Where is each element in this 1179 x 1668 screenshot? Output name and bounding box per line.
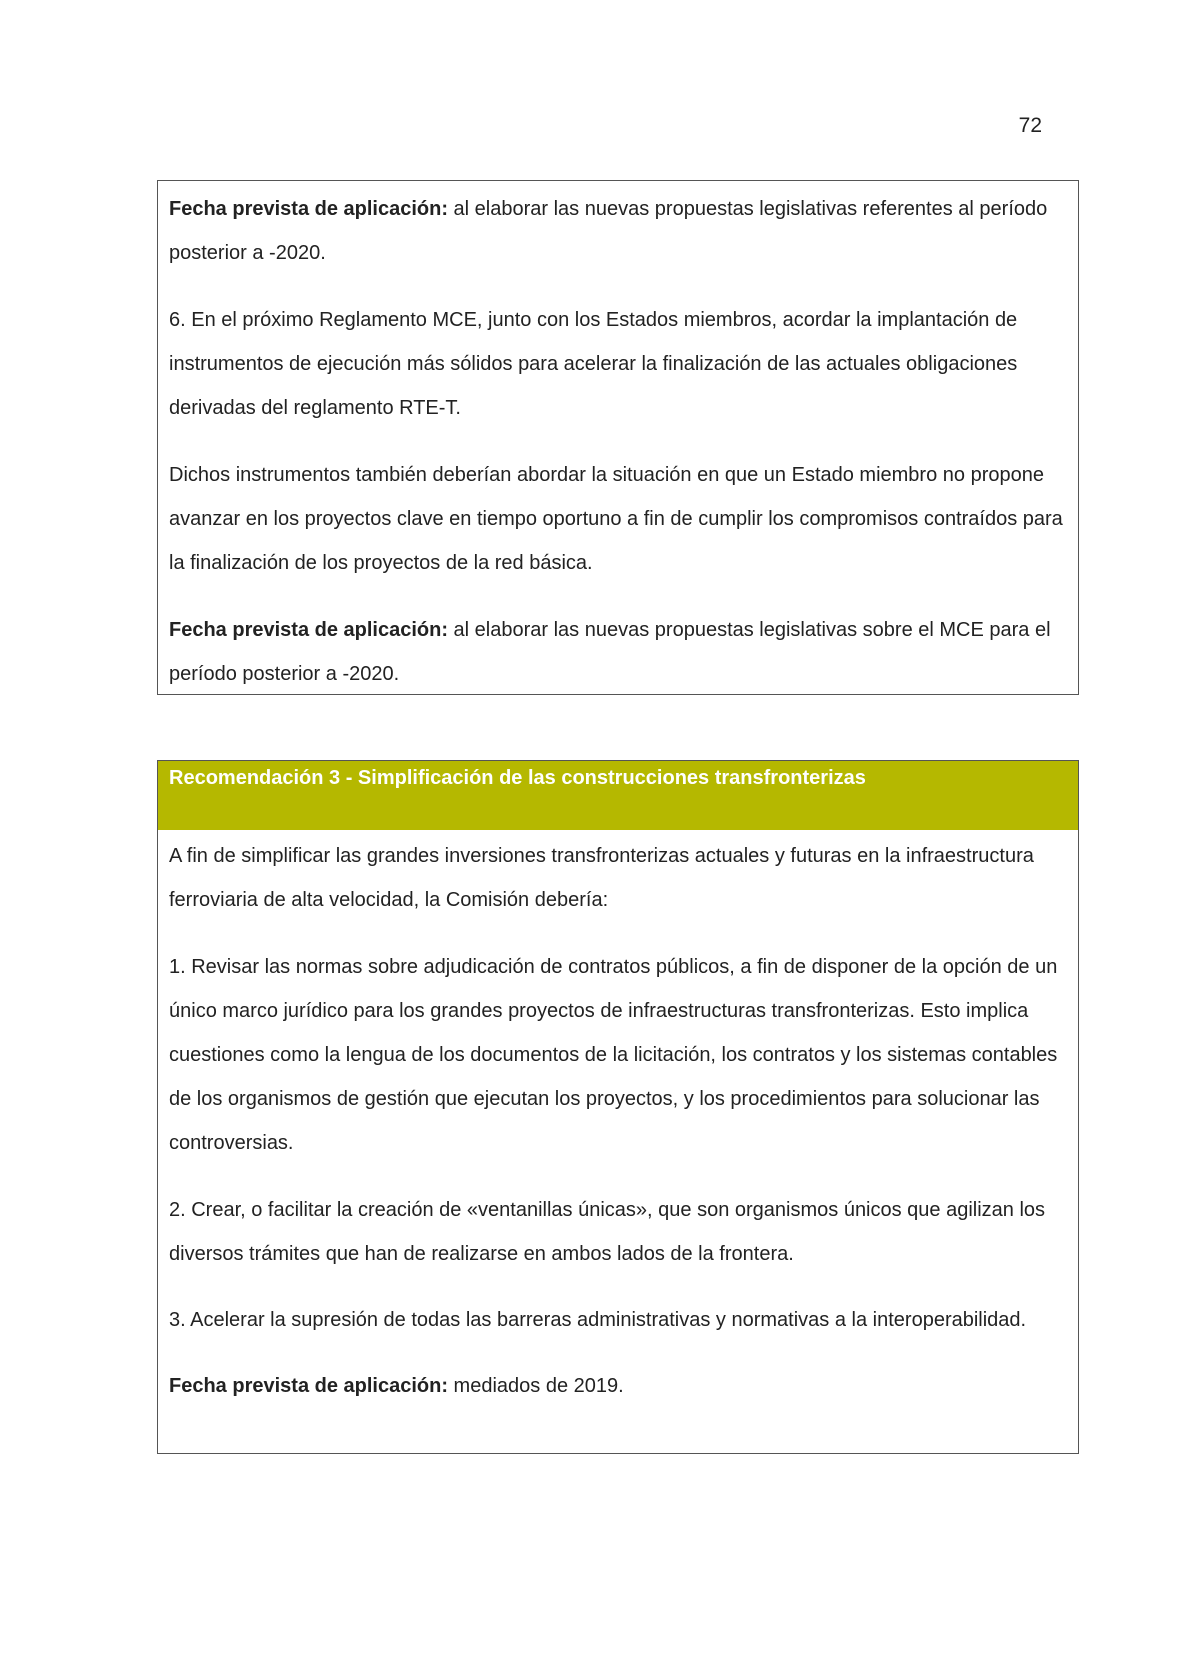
text-box-continuation xyxy=(157,180,1079,695)
paragraph-text: mediados de 2019. xyxy=(448,1375,624,1397)
bold-label: Fecha prevista de aplicación: xyxy=(169,198,448,220)
paragraph-application-date-1 xyxy=(169,187,1066,275)
paragraph-application-date-3 xyxy=(169,1364,1066,1408)
paragraph-application-date-2 xyxy=(169,608,1066,696)
paragraph-item-6: 6. En el próximo Reglamento MCE, junto con los Estados miembros, acordar la implantación de instrumentos de ejecución más sólidos para acelerar la finalización de las actuales obligaciones derivadas del reglamento RTE-T. xyxy=(169,309,1018,419)
paragraph-instruments: Dichos instrumentos también deberían abordar la situación en que un Estado miembro no propone avanzar en los proyectos clave en tiempo oportuno a fin de cumplir los compromisos contraídos para la finalización de los proyectos de la red básica. xyxy=(169,464,1063,574)
paragraph-item-3: 3. Acelerar la supresión de todas las barreras administrativas y normativas a la interoperabilidad. xyxy=(169,1309,1027,1331)
paragraph-item-1: 1. Revisar las normas sobre adjudicación de contratos públicos, a fin de disponer de la opción de un único marco jurídico para los grandes proyectos de infraestructuras transfronterizas. Esto implica cuestiones como la lengua de los documentos de la licitación, los contratos y los sistemas contables de los organismos de gestión que ejecutan los proyectos, y los procedimientos para solucionar las controversias. xyxy=(169,956,1058,1154)
paragraph-text: al elaborar las nuevas propuestas legislativas sobre el MCE para el período posterior a -2020. xyxy=(169,619,1051,685)
bold-label: Fecha prevista de aplicación: xyxy=(169,619,448,641)
recommendation-body xyxy=(158,830,1078,1408)
paragraph-item-2: 2. Crear, o facilitar la creación de «ventanillas únicas», que son organismos únicos que agilizan los diversos trámites que han de realizarse en ambos lados de la frontera. xyxy=(169,1199,1046,1265)
paragraph-text: al elaborar las nuevas propuestas legislativas referentes al período posterior a -2020. xyxy=(169,198,1048,264)
page-number: 72 xyxy=(1018,114,1042,137)
recommendation-3-box xyxy=(157,760,1079,1454)
paragraph-intro: A fin de simplificar las grandes inversiones transfronterizas actuales y futuras en la infraestructura ferroviaria de alta velocidad, la Comisión debería: xyxy=(169,845,1034,911)
recommendation-header: Recomendación 3 - Simplificación de las construcciones transfronterizas xyxy=(158,761,1078,830)
bold-label: Fecha prevista de aplicación: xyxy=(169,1375,448,1397)
